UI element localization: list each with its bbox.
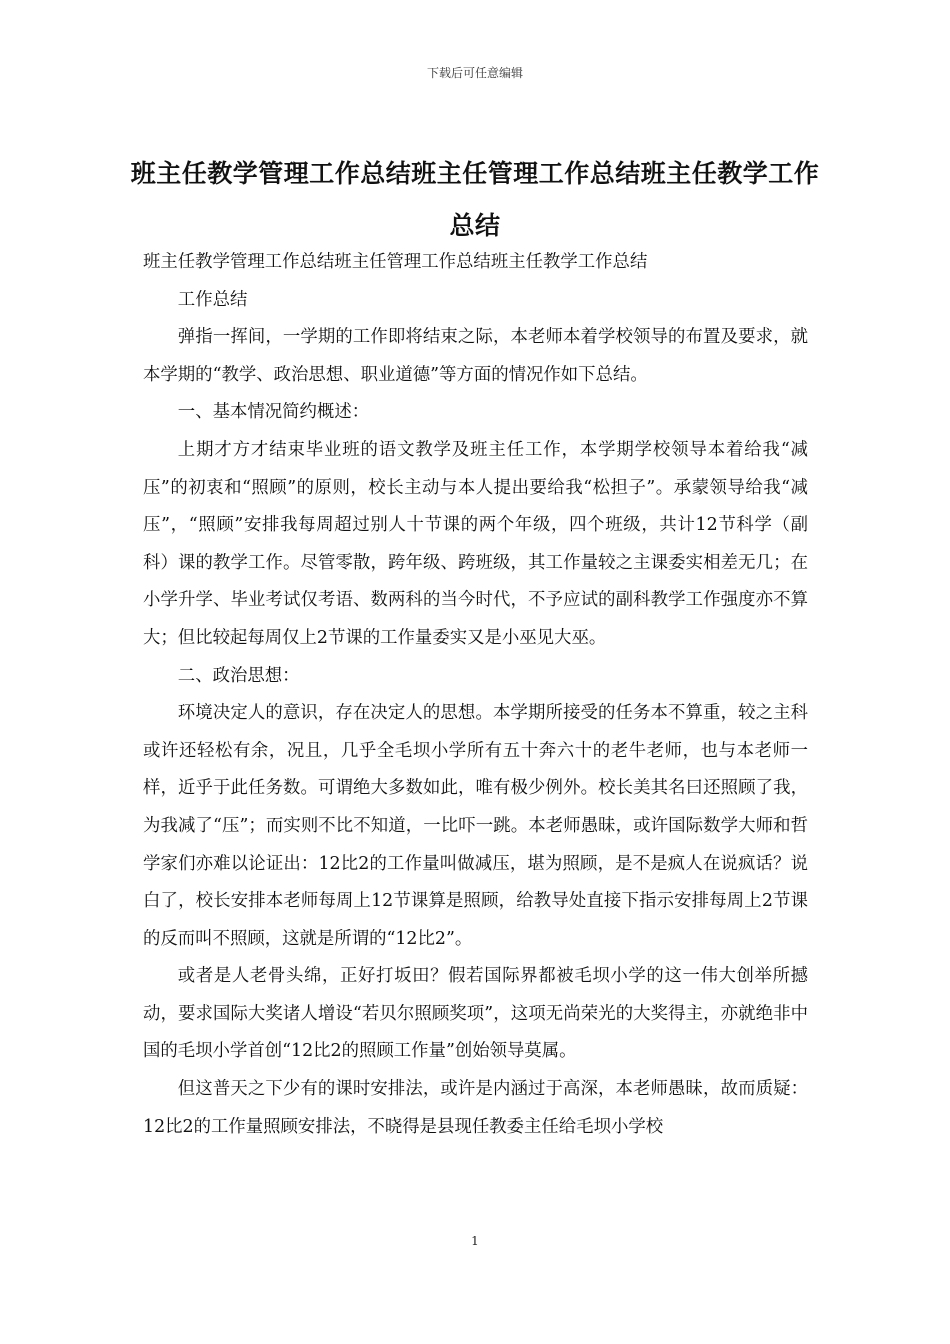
page-number: 1 [471, 1234, 479, 1248]
subtitle-paragraph: 班主任教学管理工作总结班主任管理工作总结班主任教学工作总结 [143, 252, 648, 272]
body-paragraph: 工作总结 [177, 289, 248, 310]
section-heading: 一、基本情况简约概述： [177, 402, 370, 423]
header-note: 下载后可任意编辑 [426, 66, 523, 80]
body-paragraph: 但这普天之下少有的课时安排法，或许是内涵过于高深，本老师愚昧，故而质疑：12比2的工作量照顾安排法，不晓得是县现任教委主任给毛坝小学校 [143, 1079, 808, 1137]
body-paragraph: 上期才方才结束毕业班的语文教学及班主任工作，本学期学校领导本着给我“减压”的初衷和“照顾”的原则，校长主动与本人提出要给我“松担子”。承蒙领导给我“减压”，“照顾”安排我每周超过别人十节课的两个年级，四个班级，共计12节科学（副科）课的教学工作。尽管零散，跨年级、跨班级，其工作量较之主课委实相差无几；在小学升学、毕业考试仅考语、数两科的当今时代，不予应试的副科教学工作强度亦不算大；但比较起每周仅上2节课的工作量委实又是小巫见大巫。 [143, 439, 808, 648]
document-title: 班主任教学管理工作总结班主任管理工作总结班主任教学工作总结 [130, 159, 820, 240]
document-body [143, 244, 808, 1146]
body-paragraph: 弹指一挥间，一学期的工作即将结束之际，本老师本着学校领导的布置及要求，就本学期的“教学、政治思想、职业道德”等方面的情况作如下总结。 [143, 327, 808, 385]
body-paragraph: 环境决定人的意识，存在决定人的思想。本学期所接受的任务本不算重，较之主科或许还轻松有余，况且，几乎全毛坝小学所有五十奔六十的老牛老师，也与本老师一样，近乎于此任务数。可谓绝大多数如此，唯有极少例外。校长美其名曰还照顾了我，为我减了“压”；而实则不比不知道，一比吓一跳。本老师愚昧，或许国际数学大师和哲学家们亦难以论证出：12比2的工作量叫做减压，堪为照顾，是不是疯人在说疯话？说白了，校长安排本老师每周上12节课算是照顾，给教导处直接下指示安排每周上2节课的反而叫不照顾，这就是所谓的“12比2”。 [143, 703, 808, 949]
section-heading: 二、政治思想： [177, 665, 300, 686]
body-paragraph: 或者是人老骨头绵，正好打坂田？假若国际界都被毛坝小学的这一伟大创举所撼动，要求国际大奖诸人增设“若贝尔照顾奖项”，这项无尚荣光的大奖得主，亦就绝非中国的毛坝小学首创“12比2的照顾工作量”创始领导莫属。 [143, 966, 808, 1062]
